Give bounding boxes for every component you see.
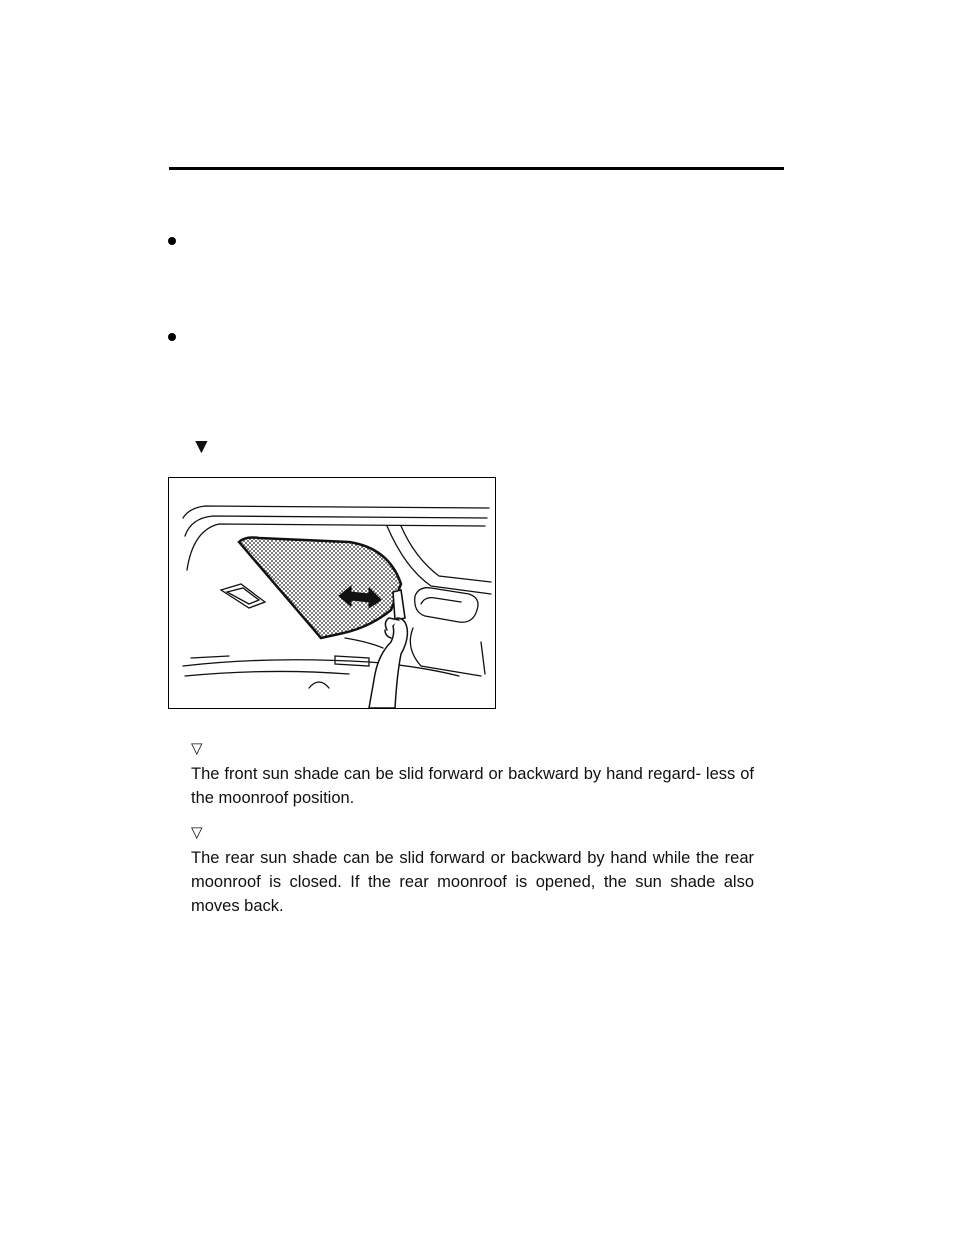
rear-sun-shade-marker-icon: ▽ xyxy=(191,824,203,841)
rear-sun-shade-text: The rear sun shade can be slid forward or backward by hand while the rear moonroof is closed. If the rear moonroof is opened, the sun shade also moves back. xyxy=(191,849,754,915)
header-rule xyxy=(169,167,784,170)
front-sun-shade-marker-icon: ▽ xyxy=(191,740,203,757)
bullet-1 xyxy=(168,237,176,245)
sun-shade-illustration xyxy=(168,477,496,709)
front-sun-shade-text: The front sun shade can be slid forward or backward by hand regard- less of the moonroof position. xyxy=(191,765,754,807)
section-marker-icon: ▼ xyxy=(191,435,212,458)
bullet-2 xyxy=(168,333,176,341)
